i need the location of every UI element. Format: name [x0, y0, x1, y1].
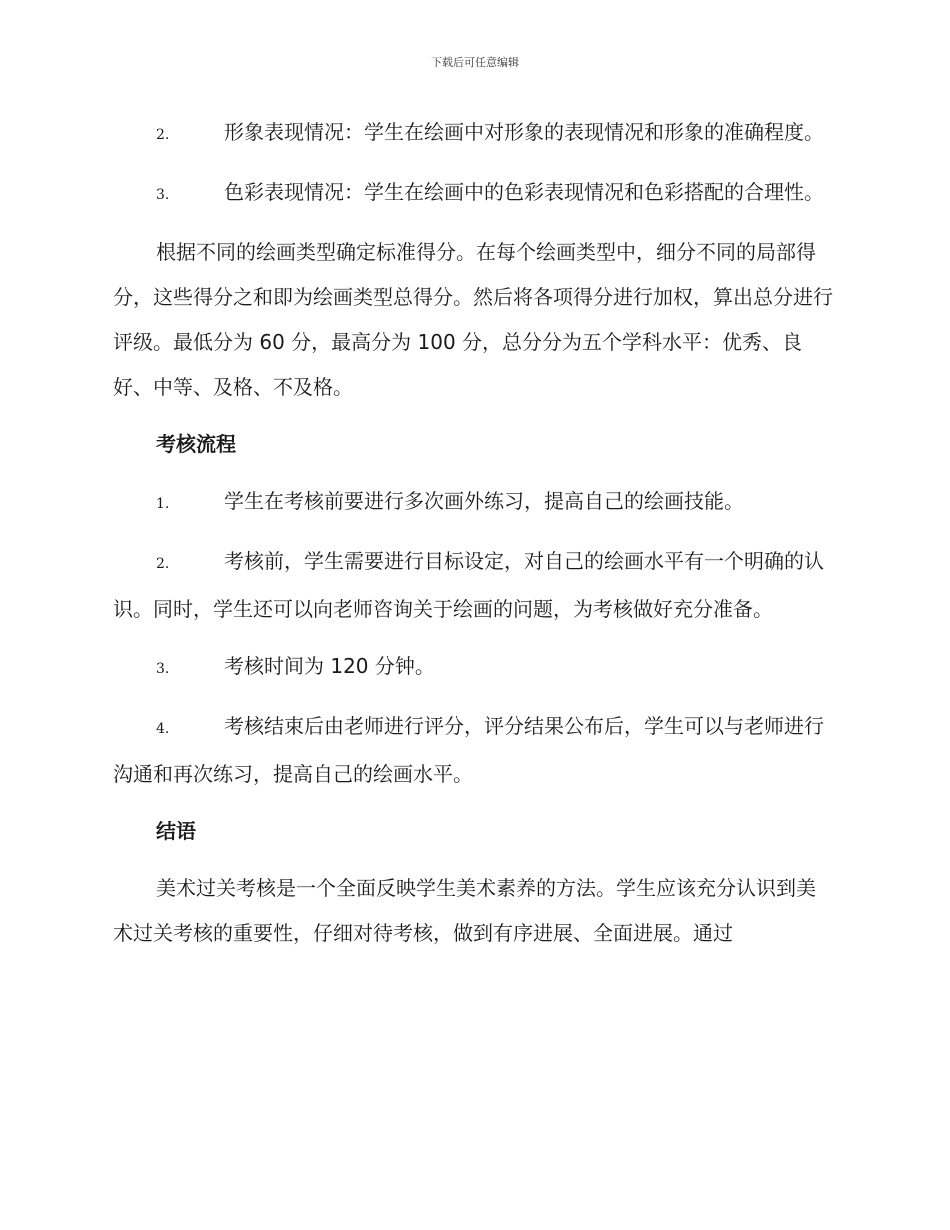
conclusion-paragraph: 美术过关考核是一个全面反映学生美术素养的方法。学生应该充分认识到美术过关考核的重要性，仔细对待考核，做到有序进展、全面进展。通过: [113, 876, 816, 945]
process-item: [113, 479, 835, 527]
list-number: 1.: [156, 496, 170, 512]
section-heading-process: 考核流程: [156, 432, 236, 456]
list-text: 学生在考核前要进行多次画外练习，提高自己的绘画技能。: [224, 489, 744, 513]
process-item: [113, 644, 835, 692]
list-number: 3.: [156, 661, 170, 677]
process-item: [113, 704, 835, 797]
list-number: 2.: [156, 556, 170, 572]
list-text: 形象表现情况：学生在绘画中对形象的表现情况和形象的准确程度。: [224, 120, 824, 144]
list-number: 2.: [156, 127, 170, 143]
page-header: 下载后可任意编辑: [431, 56, 519, 69]
scoring-paragraph: 根据不同的绘画类型确定标准得分。在每个绘画类型中，细分不同的局部得分，这些得分之和即为绘画类型总得分。然后将各项得分进行加权，算出总分进行评级。最低分为 60 分，最高分为 100 分，总分分为五个学科水平：优秀、良好、中等、及格、不及格。: [113, 240, 833, 399]
eval-item-image: [113, 110, 835, 158]
eval-item-color: [113, 170, 835, 218]
list-number: 3.: [156, 187, 170, 203]
section-heading-conclusion: 结语: [156, 819, 196, 843]
process-item: [113, 539, 835, 632]
list-text: 考核结束后由老师进行评分，评分结果公布后，学生可以与老师进行沟通和再次练习，提高自己的绘画水平。: [113, 714, 824, 786]
document-body: [113, 110, 835, 968]
list-text: 考核前，学生需要进行目标设定，对自己的绘画水平有一个明确的认识。同时，学生还可以向老师咨询关于绘画的问题，为考核做好充分准备。: [113, 549, 824, 621]
list-text: 考核时间为 120 分钟。: [224, 654, 435, 678]
list-number: 4.: [156, 721, 170, 737]
list-text: 色彩表现情况：学生在绘画中的色彩表现情况和色彩搭配的合理性。: [224, 180, 824, 204]
